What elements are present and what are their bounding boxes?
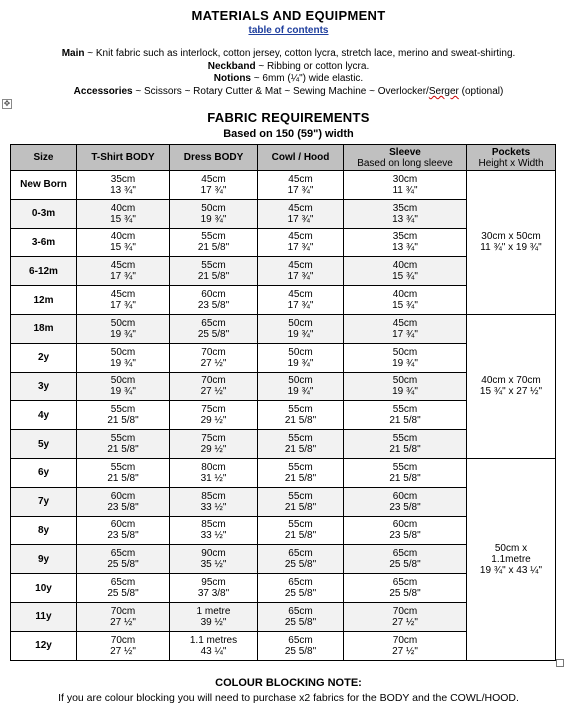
- sleeve-cell: [344, 199, 467, 228]
- header-dress-body: Dress BODY: [170, 145, 258, 171]
- header-size: Size: [11, 145, 77, 171]
- sleeve-metric: 65cm: [392, 548, 418, 560]
- fabric-requirements-title: FABRIC REQUIREMENTS: [207, 110, 370, 125]
- move-handle-icon[interactable]: ✥: [3, 99, 11, 108]
- cowl-imperial: 21 5/8": [284, 472, 317, 484]
- fabric-requirements-subtitle: Based on 150 (59") width: [223, 128, 354, 140]
- dress-imperial: 43 ¼": [200, 645, 227, 657]
- cowl-imperial: 21 5/8": [284, 501, 317, 513]
- header-cowl-hood: Cowl / Hood: [258, 145, 344, 171]
- accessories-text: ~ Scissors ~ Rotary Cutter & Mat ~ Sewing Machine ~ Overlocker/: [132, 86, 429, 97]
- materials-title: MATERIALS AND EQUIPMENT: [191, 8, 386, 23]
- dress-cell: [170, 545, 258, 574]
- cowl-metric: 45cm: [288, 202, 313, 214]
- sleeve-cell: [344, 458, 467, 487]
- notions-label: Notions: [213, 73, 251, 84]
- pockets-line: 11 ¾" x 19 ¾": [480, 242, 542, 254]
- sleeve-imperial: 21 5/8": [389, 444, 421, 456]
- accessories-line: [0, 86, 577, 98]
- dress-cell: [170, 430, 258, 459]
- sleeve-imperial: 19 ¾": [392, 357, 418, 369]
- size-cell: 2y: [11, 343, 77, 372]
- cowl-imperial: 25 5/8": [284, 645, 317, 657]
- sleeve-imperial: 11 ¾": [392, 184, 418, 196]
- cowl-cell: [258, 343, 344, 372]
- sleeve-metric: 70cm: [392, 605, 418, 617]
- tshirt-imperial: 17 ¾": [110, 300, 136, 312]
- dress-cell: [170, 487, 258, 516]
- tshirt-metric: 70cm: [110, 634, 136, 646]
- dress-metric: 70cm: [201, 375, 226, 387]
- dress-cell: [170, 343, 258, 372]
- size-cell: 6y: [11, 458, 77, 487]
- tshirt-imperial: 19 ¾": [110, 357, 136, 369]
- dress-metric: 85cm: [201, 490, 226, 502]
- sleeve-metric: 60cm: [392, 490, 418, 502]
- dress-metric: 1.1 metres: [189, 634, 238, 646]
- sleeve-metric: 65cm: [392, 577, 418, 589]
- pockets-cell: [467, 314, 556, 458]
- cowl-imperial: 19 ¾": [287, 386, 314, 398]
- dress-cell: [170, 257, 258, 286]
- cowl-imperial: 25 5/8": [284, 559, 317, 571]
- sleeve-imperial: 15 ¾": [392, 300, 418, 312]
- header-pockets-sub: Height x Width: [478, 157, 544, 169]
- dress-cell: [170, 631, 258, 660]
- cowl-cell: [258, 631, 344, 660]
- table-of-contents-link[interactable]: table of contents: [248, 25, 329, 36]
- tshirt-cell: [77, 343, 170, 372]
- cowl-metric: 55cm: [288, 461, 313, 473]
- dress-imperial: 33 ½": [200, 501, 227, 513]
- dress-cell: [170, 602, 258, 631]
- tshirt-cell: [77, 516, 170, 545]
- cowl-metric: 55cm: [288, 433, 313, 445]
- sleeve-cell: [344, 257, 467, 286]
- cowl-metric: 50cm: [288, 375, 313, 387]
- tshirt-cell: [77, 487, 170, 516]
- header-sleeve-label: Sleeve: [389, 146, 421, 158]
- sleeve-metric: 40cm: [392, 289, 418, 301]
- dress-cell: [170, 401, 258, 430]
- cowl-cell: [258, 401, 344, 430]
- main-text: ~ Knit fabric such as interlock, cotton jersey, cotton lycra, stretch lace, merino and sweat-shirting.: [84, 48, 516, 59]
- table-body: [11, 171, 556, 661]
- tshirt-cell: [77, 286, 170, 315]
- cowl-cell: [258, 171, 344, 200]
- pockets-cell: [467, 171, 556, 315]
- size-cell: 3y: [11, 372, 77, 401]
- sleeve-imperial: 25 5/8": [389, 588, 421, 600]
- tshirt-metric: 60cm: [110, 519, 136, 531]
- sleeve-metric: 55cm: [392, 461, 418, 473]
- dress-metric: 50cm: [201, 202, 226, 214]
- tshirt-imperial: 27 ½": [110, 645, 136, 657]
- tshirt-cell: [77, 314, 170, 343]
- header-sleeve: [344, 145, 467, 171]
- cowl-cell: [258, 430, 344, 459]
- pockets-line: 19 ¾" x 43 ¼": [479, 564, 543, 576]
- notions-text: ~ 6mm (¼") wide elastic.: [251, 73, 364, 84]
- tshirt-cell: [77, 228, 170, 257]
- dress-cell: [170, 516, 258, 545]
- sleeve-cell: [344, 602, 467, 631]
- tshirt-imperial: 17 ¾": [110, 271, 136, 283]
- dress-imperial: 17 ¾": [200, 184, 227, 196]
- dress-imperial: 23 5/8": [197, 300, 230, 312]
- cowl-metric: 65cm: [288, 548, 313, 560]
- tshirt-imperial: 13 ¾": [110, 184, 136, 196]
- sleeve-imperial: 17 ¾": [392, 328, 418, 340]
- dress-imperial: 39 ½": [200, 616, 227, 628]
- tshirt-metric: 65cm: [110, 548, 136, 560]
- dress-metric: 75cm: [201, 433, 226, 445]
- cowl-cell: [258, 199, 344, 228]
- cowl-metric: 50cm: [288, 346, 313, 358]
- dress-cell: [170, 314, 258, 343]
- cowl-metric: 55cm: [288, 490, 313, 502]
- size-cell: 8y: [11, 516, 77, 545]
- dress-metric: 65cm: [201, 317, 226, 329]
- size-cell: 10y: [11, 574, 77, 603]
- tshirt-metric: 55cm: [110, 433, 136, 445]
- sleeve-metric: 40cm: [392, 260, 418, 272]
- dress-metric: 60cm: [201, 289, 226, 301]
- tshirt-imperial: 27 ½": [110, 616, 136, 628]
- cowl-imperial: 19 ¾": [287, 328, 314, 340]
- dress-imperial: 19 ¾": [200, 213, 227, 225]
- pockets-line: 30cm x 50cm: [481, 231, 541, 243]
- dress-metric: 55cm: [201, 231, 226, 243]
- neckband-label: Neckband: [207, 61, 256, 72]
- size-cell: 7y: [11, 487, 77, 516]
- cowl-imperial: 21 5/8": [284, 530, 317, 542]
- sleeve-cell: [344, 171, 467, 200]
- cowl-cell: [258, 372, 344, 401]
- cowl-cell: [258, 516, 344, 545]
- sleeve-cell: [344, 487, 467, 516]
- cowl-imperial: 21 5/8": [284, 415, 317, 427]
- colour-blocking-title: COLOUR BLOCKING NOTE:: [215, 677, 362, 689]
- size-cell: 6-12m: [11, 257, 77, 286]
- size-cell: 12m: [11, 286, 77, 315]
- sleeve-cell: [344, 430, 467, 459]
- sleeve-cell: [344, 574, 467, 603]
- tshirt-cell: [77, 257, 170, 286]
- header-tshirt-body: T-Shirt BODY: [77, 145, 170, 171]
- dress-metric: 70cm: [201, 346, 226, 358]
- cowl-metric: 65cm: [288, 577, 313, 589]
- dress-imperial: 29 ½": [200, 415, 227, 427]
- fabric-requirements-table: [10, 144, 556, 661]
- tshirt-metric: 70cm: [110, 605, 136, 617]
- size-cell: 11y: [11, 602, 77, 631]
- sleeve-imperial: 19 ¾": [392, 386, 418, 398]
- dress-metric: 45cm: [201, 173, 226, 185]
- tshirt-cell: [77, 631, 170, 660]
- tshirt-metric: 35cm: [110, 173, 136, 185]
- dress-metric: 1 metre: [196, 605, 231, 617]
- tshirt-metric: 65cm: [110, 577, 136, 589]
- sleeve-metric: 35cm: [392, 231, 418, 243]
- dress-imperial: 25 5/8": [197, 328, 230, 340]
- cowl-cell: [258, 286, 344, 315]
- tshirt-cell: [77, 602, 170, 631]
- cowl-imperial: 17 ¾": [287, 184, 314, 196]
- dress-metric: 95cm: [201, 577, 226, 589]
- tshirt-cell: [77, 372, 170, 401]
- pockets-cell: [467, 458, 556, 660]
- dress-imperial: 31 ½": [200, 472, 227, 484]
- cowl-metric: 45cm: [288, 260, 313, 272]
- tshirt-cell: [77, 171, 170, 200]
- cowl-imperial: 25 5/8": [284, 588, 317, 600]
- dress-imperial: 37 3/8": [197, 588, 230, 600]
- size-cell: 18m: [11, 314, 77, 343]
- dress-imperial: 27 ½": [200, 386, 227, 398]
- sleeve-cell: [344, 343, 467, 372]
- main-line: [0, 48, 577, 60]
- header-sleeve-sub: Based on long sleeve: [357, 157, 453, 169]
- sleeve-imperial: 13 ¾": [392, 242, 418, 254]
- cowl-imperial: 17 ¾": [287, 242, 314, 254]
- tshirt-imperial: 25 5/8": [107, 559, 139, 571]
- dress-imperial: 21 5/8": [197, 271, 230, 283]
- sleeve-imperial: 27 ½": [392, 645, 418, 657]
- tshirt-metric: 50cm: [110, 317, 136, 329]
- table-row: [11, 458, 556, 487]
- cowl-cell: [258, 257, 344, 286]
- tshirt-cell: [77, 430, 170, 459]
- cowl-metric: 45cm: [288, 231, 313, 243]
- cowl-cell: [258, 228, 344, 257]
- tshirt-imperial: 23 5/8": [107, 501, 139, 513]
- sleeve-imperial: 13 ¾": [392, 213, 418, 225]
- dress-imperial: 29 ½": [200, 444, 227, 456]
- sleeve-metric: 55cm: [392, 433, 418, 445]
- tshirt-metric: 40cm: [110, 202, 136, 214]
- cowl-cell: [258, 487, 344, 516]
- tshirt-imperial: 25 5/8": [107, 588, 139, 600]
- sleeve-metric: 45cm: [392, 317, 418, 329]
- size-cell: New Born: [11, 171, 77, 200]
- size-cell: 0-3m: [11, 199, 77, 228]
- table-header-row: [11, 145, 556, 171]
- cowl-imperial: 25 5/8": [284, 616, 317, 628]
- cowl-cell: [258, 458, 344, 487]
- cowl-imperial: 21 5/8": [284, 444, 317, 456]
- tshirt-imperial: 21 5/8": [107, 472, 139, 484]
- sleeve-cell: [344, 401, 467, 430]
- sleeve-cell: [344, 372, 467, 401]
- cowl-metric: 50cm: [288, 317, 313, 329]
- sleeve-cell: [344, 516, 467, 545]
- sleeve-cell: [344, 545, 467, 574]
- sleeve-metric: 55cm: [392, 404, 418, 416]
- cowl-cell: [258, 314, 344, 343]
- cowl-imperial: 19 ¾": [287, 357, 314, 369]
- cowl-metric: 65cm: [288, 605, 313, 617]
- dress-cell: [170, 286, 258, 315]
- tshirt-metric: 55cm: [110, 461, 136, 473]
- tshirt-cell: [77, 574, 170, 603]
- dress-cell: [170, 228, 258, 257]
- tshirt-metric: 55cm: [110, 404, 136, 416]
- dress-metric: 80cm: [201, 461, 226, 473]
- dress-imperial: 27 ½": [200, 357, 227, 369]
- cowl-imperial: 17 ¾": [287, 300, 314, 312]
- sleeve-cell: [344, 228, 467, 257]
- tshirt-metric: 50cm: [110, 346, 136, 358]
- sleeve-metric: 60cm: [392, 519, 418, 531]
- dress-imperial: 33 ½": [200, 530, 227, 542]
- tshirt-cell: [77, 458, 170, 487]
- tshirt-imperial: 23 5/8": [107, 530, 139, 542]
- dress-imperial: 35 ½": [200, 559, 227, 571]
- cowl-metric: 65cm: [288, 634, 313, 646]
- cowl-imperial: 17 ¾": [287, 213, 314, 225]
- resize-handle-icon[interactable]: [556, 659, 564, 667]
- dress-metric: 90cm: [201, 548, 226, 560]
- dress-cell: [170, 372, 258, 401]
- sleeve-imperial: 15 ¾": [392, 271, 418, 283]
- pockets-line: 1.1metre: [491, 553, 531, 565]
- tshirt-metric: 50cm: [110, 375, 136, 387]
- sleeve-imperial: 21 5/8": [389, 415, 421, 427]
- table-row: [11, 314, 556, 343]
- cowl-metric: 55cm: [288, 404, 313, 416]
- dress-metric: 55cm: [201, 260, 226, 272]
- tshirt-metric: 45cm: [110, 260, 136, 272]
- neckband-line: [0, 61, 577, 73]
- size-cell: 12y: [11, 631, 77, 660]
- tshirt-imperial: 21 5/8": [107, 415, 139, 427]
- table-row: [11, 171, 556, 200]
- cowl-imperial: 17 ¾": [287, 271, 314, 283]
- header-pockets-label: Pockets: [491, 146, 531, 158]
- colour-blocking-text: If you are colour blocking you will need to purchase x2 fabrics for the BODY and the COWL/HOOD.: [58, 692, 519, 704]
- pockets-line: 40cm x 70cm: [481, 375, 541, 387]
- tshirt-metric: 40cm: [110, 231, 136, 243]
- dress-metric: 75cm: [201, 404, 226, 416]
- dress-cell: [170, 574, 258, 603]
- size-cell: 4y: [11, 401, 77, 430]
- tshirt-imperial: 21 5/8": [107, 444, 139, 456]
- sleeve-imperial: 21 5/8": [389, 472, 421, 484]
- tshirt-metric: 60cm: [110, 490, 136, 502]
- sleeve-metric: 50cm: [392, 346, 418, 358]
- size-cell: 5y: [11, 430, 77, 459]
- sleeve-cell: [344, 631, 467, 660]
- cowl-metric: 45cm: [288, 289, 313, 301]
- sleeve-metric: 30cm: [392, 173, 418, 185]
- sleeve-metric: 50cm: [392, 375, 418, 387]
- sleeve-cell: [344, 286, 467, 315]
- tshirt-metric: 45cm: [110, 289, 136, 301]
- main-label: Main: [61, 48, 85, 59]
- tshirt-cell: [77, 545, 170, 574]
- sleeve-imperial: 25 5/8": [389, 559, 421, 571]
- tshirt-cell: [77, 401, 170, 430]
- accessories-tail: (optional): [458, 86, 504, 97]
- dress-cell: [170, 458, 258, 487]
- sleeve-metric: 35cm: [392, 202, 418, 214]
- pockets-line: 15 ¾" x 27 ½": [479, 386, 543, 398]
- notions-line: [0, 73, 577, 85]
- cowl-cell: [258, 545, 344, 574]
- cowl-cell: [258, 602, 344, 631]
- size-cell: 9y: [11, 545, 77, 574]
- neckband-text: ~ Ribbing or cotton lycra.: [255, 61, 370, 72]
- tshirt-imperial: 19 ¾": [110, 386, 136, 398]
- sleeve-metric: 70cm: [392, 634, 418, 646]
- cowl-cell: [258, 574, 344, 603]
- header-pockets: [467, 145, 556, 171]
- spellcheck-word: Serger: [428, 86, 459, 97]
- tshirt-imperial: 15 ¾": [110, 213, 136, 225]
- size-cell: 3-6m: [11, 228, 77, 257]
- dress-cell: [170, 199, 258, 228]
- cowl-metric: 55cm: [288, 519, 313, 531]
- tshirt-cell: [77, 199, 170, 228]
- sleeve-imperial: 23 5/8": [389, 501, 421, 513]
- accessories-label: Accessories: [73, 86, 133, 97]
- sleeve-imperial: 27 ½": [392, 616, 418, 628]
- dress-imperial: 21 5/8": [197, 242, 230, 254]
- sleeve-cell: [344, 314, 467, 343]
- dress-metric: 85cm: [201, 519, 226, 531]
- sleeve-imperial: 23 5/8": [389, 530, 421, 542]
- pockets-line: 50cm x: [494, 542, 528, 554]
- dress-cell: [170, 171, 258, 200]
- tshirt-imperial: 19 ¾": [110, 328, 136, 340]
- tshirt-imperial: 15 ¾": [110, 242, 136, 254]
- cowl-metric: 45cm: [288, 173, 313, 185]
